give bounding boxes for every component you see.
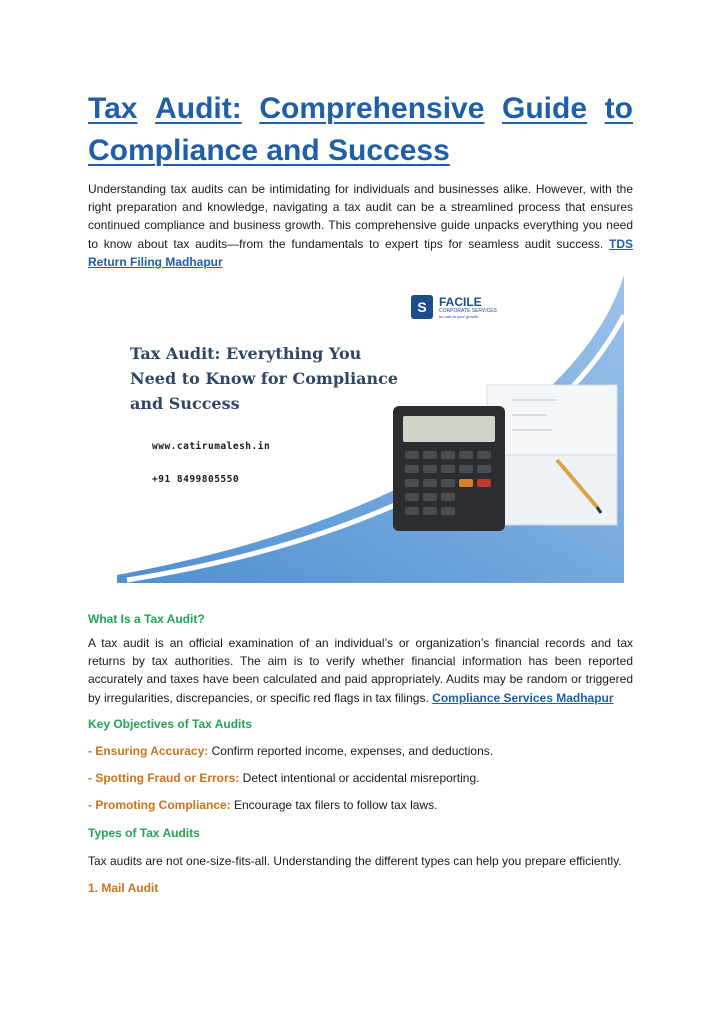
facile-logo-text <box>439 296 497 319</box>
objective-term: - Spotting Fraud or Errors: <box>88 771 240 785</box>
logo-tagline: be part to your growth <box>439 313 478 319</box>
intro-text: Understanding tax audits can be intimidating for individuals and businesses alike. However, with the right preparation and knowledge, navigating a tax audit can be a streamlined process that ensures continued compliance and business growth. This comprehensive guide unpacks everything you need to know about tax audits—from the fundamentals to expert tips for seamless audit success. <box>88 182 633 251</box>
banner-heading <box>130 341 430 416</box>
title-line-2: Compliance and Success <box>88 134 450 167</box>
title-word: Tax <box>88 92 138 125</box>
objective-term: - Promoting Compliance: <box>88 798 231 812</box>
logo-name: FACILE <box>439 294 482 309</box>
objective-text: Detect intentional or accidental misreporting. <box>239 771 480 785</box>
logo-subtitle: CORPORATE SERVICES <box>439 307 497 314</box>
banner-heading-line: Need to Know for Compliance <box>130 369 399 388</box>
objective-item <box>88 798 437 812</box>
facile-logo-icon: S <box>411 295 433 319</box>
objective-item <box>88 771 479 785</box>
compliance-services-link[interactable]: Compliance Services Madhapur <box>432 690 614 705</box>
what-text: A tax audit is an official examination of an individual’s or organization’s financial records and tax returns by tax authorities. The aim is to verify whether financial information has been reported accurately and taxes have been calculated and paid appropriately. Audits may be random or triggered by irregularities, discrepancies, or specific red flags in tax filings. <box>88 636 633 705</box>
page-title <box>88 88 633 172</box>
title-word: Guide <box>502 92 588 125</box>
tds-return-filing-link[interactable]: TDS Return Filing Madhapur <box>88 236 633 269</box>
title-word: Comprehensive <box>259 92 485 125</box>
title-word: Audit: <box>155 92 242 125</box>
banner-image <box>117 275 624 583</box>
intro-paragraph <box>88 180 633 271</box>
objective-term: - Ensuring Accuracy: <box>88 744 209 758</box>
title-line-1 <box>88 88 633 130</box>
section-heading-what: What Is a Tax Audit? <box>88 612 205 626</box>
objective-text: Encourage tax filers to follow tax laws. <box>230 798 438 812</box>
what-paragraph <box>88 634 633 707</box>
banner-phone: +91 8499805550 <box>152 474 240 485</box>
subheading-mail-audit: 1. Mail Audit <box>88 881 159 895</box>
facile-logo <box>411 295 497 319</box>
section-heading-objectives: Key Objectives of Tax Audits <box>88 717 253 731</box>
section-heading-types: Types of Tax Audits <box>88 826 200 840</box>
title-word: to <box>604 92 633 125</box>
objective-item <box>88 744 493 758</box>
banner-background-graphic <box>117 275 624 583</box>
types-paragraph: Tax audits are not one-size-fits-all. Understanding the different types can help you prepare efficiently. <box>88 854 622 868</box>
objective-text: Confirm reported income, expenses, and deductions. <box>208 744 494 758</box>
banner-website: www.catirumalesh.in <box>152 441 271 452</box>
banner-heading-line: Tax Audit: Everything You <box>130 344 362 363</box>
banner-heading-line: and Success <box>130 394 240 413</box>
